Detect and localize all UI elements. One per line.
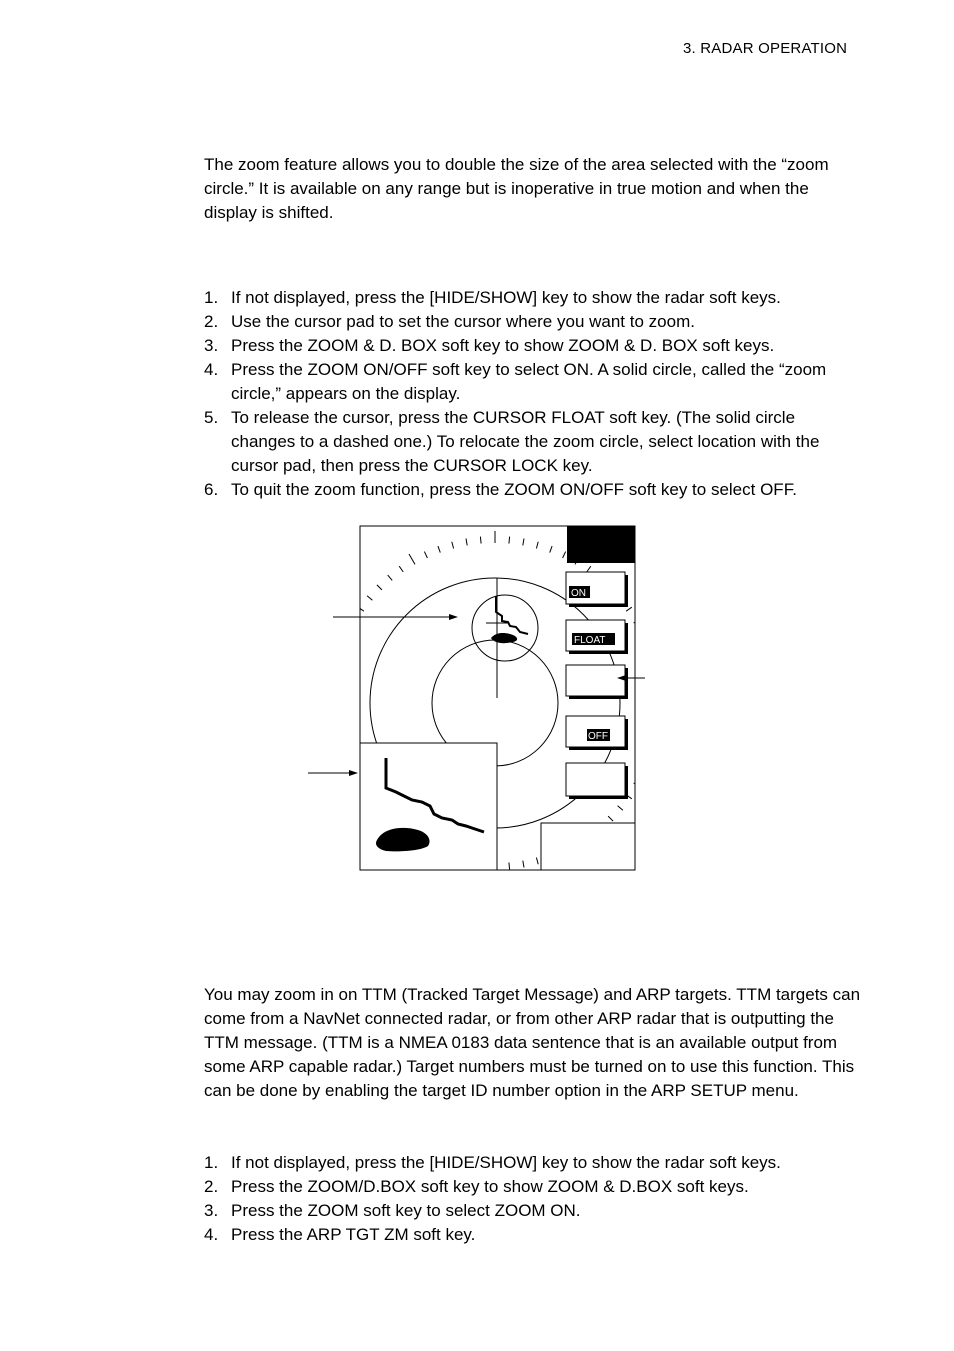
softkey-cursor-float[interactable] [566,620,628,654]
zoom-steps-list [204,286,864,502]
step-text: If not displayed, press the [HIDE/SHOW] key to show the radar soft keys. [231,288,781,307]
step-number: 5. [204,408,219,427]
softkey-zoom-on[interactable] [566,572,628,607]
bearing-tick [645,758,652,760]
ttm-paragraph: You may zoom in on TTM (Tracked Target Message) and ARP targets. TTM targets can come from a NavNet connected radar, or from other ARP radar that is outputting the TTM message. (TTM is a NMEA 0183 data sentence that is an available output from some ARP capable radar.) Target numbers must be turned on to use this function. This can be done by enabling the target ID number option in the ARP SETUP menu. [204,985,861,1100]
step-number: 1. [204,1153,219,1172]
softkey-blank-2[interactable] [566,763,628,799]
step-text: Press the ARP TGT ZM soft key. [231,1225,476,1244]
step-number: 4. [204,360,219,379]
list-item [204,1175,864,1199]
bearing-tick [329,688,336,689]
bearing-tick [338,758,345,760]
step-text: Use the cursor pad to set the cursor where you want to zoom. [231,312,695,331]
list-item [204,1199,864,1223]
radar-zoom-figure [300,520,660,880]
bearing-tick [509,537,510,544]
bearing-tick [509,862,510,869]
step-number: 4. [204,1225,219,1244]
bearing-tick [331,674,338,675]
softkey-zoom-off[interactable] [566,716,628,750]
list-item [204,358,864,406]
zoom-window-arrow [308,770,358,776]
bearing-tick [338,646,345,648]
list-item [204,286,864,310]
step-text: If not displayed, press the [HIDE/SHOW] key to show the radar soft keys. [231,1153,781,1172]
list-item [204,1223,864,1247]
softkey-on-label: ON [571,588,586,599]
intro-paragraph: The zoom feature allows you to double the size of the area selected with the “zoom circle.” It is available on any range but is inoperative in true motion and when the display is shifted. [204,155,829,222]
list-item [204,406,864,478]
bearing-tick [346,617,356,623]
bearing-tick [653,674,660,675]
step-text: To quit the zoom function, press the ZOOM ON/OFF soft key to select OFF. [231,480,797,499]
step-number: 6. [204,480,219,499]
step-number: 3. [204,1201,219,1220]
step-number: 1. [204,288,219,307]
bearing-tick [329,717,336,718]
bearing-tick [334,744,341,746]
bearing-tick [653,731,660,732]
step-number: 2. [204,1177,219,1196]
list-item [204,478,864,502]
bearing-tick [346,783,356,789]
bearing-tick [654,688,660,689]
step-text: To release the cursor, press the CURSOR FLOAT soft key. (The solid circle changes to a dashed one.) To relocate the zoom circle, select location with the cursor pad, then press the CURSOR LOCK key. [231,408,820,475]
bearing-tick [331,731,338,732]
arp-steps-list [204,1151,864,1247]
softkey-blank-1[interactable] [566,665,628,699]
bearing-tick [640,632,646,635]
bearing-tick [654,717,660,718]
step-text: Press the ZOOM soft key to select ZOOM ON. [231,1201,581,1220]
bearing-tick [650,744,657,746]
step-number: 2. [204,312,219,331]
list-item [204,310,864,334]
softkey-off-label: OFF [588,731,608,742]
list-item [204,334,864,358]
bearing-tick [650,660,657,662]
step-number: 3. [204,336,219,355]
bearing-tick [640,771,646,774]
softkey-float-label: FLOAT [574,635,606,646]
bearing-tick [480,537,481,544]
list-item [204,1151,864,1175]
step-text: Press the ZOOM & D. BOX soft key to show ZOOM & D. BOX soft keys. [231,336,775,355]
bearing-tick [344,632,350,635]
section-header: 3. RADAR OPERATION [683,40,848,57]
bearing-tick [645,646,652,648]
step-text: Press the ZOOM ON/OFF soft key to select ON. A solid circle, called the “zoom circle,” appears on the display. [231,360,827,403]
step-text: Press the ZOOM/D.BOX soft key to show ZOOM & D.BOX soft keys. [231,1177,749,1196]
data-box [541,823,635,870]
bearing-tick [334,660,341,662]
status-block [567,526,635,563]
